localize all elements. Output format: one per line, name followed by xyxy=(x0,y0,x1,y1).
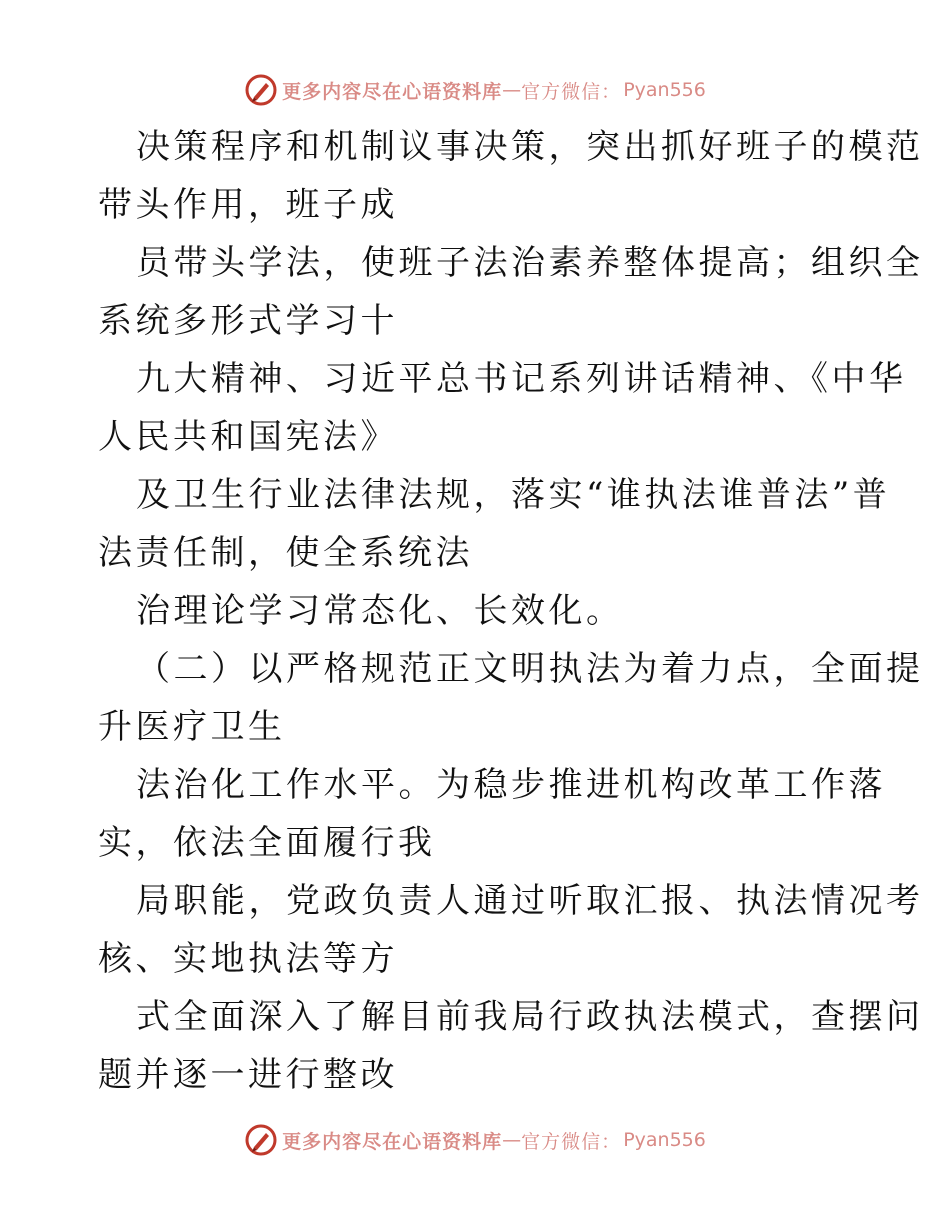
text-line: 实，依法全面履行我 xyxy=(98,823,436,863)
pen-logo-icon xyxy=(244,1123,278,1157)
text-line: 治理论学习常态化、长效化。 xyxy=(136,591,624,631)
watermark-brand: 更多内容尽在心语资料库 xyxy=(282,80,503,103)
text-line: （二）以严格规范正文明执法为着力点，全面提 xyxy=(136,649,924,689)
text-line: 法治化工作水平。为稳步推进机构改革工作落 xyxy=(136,765,886,805)
text-line: 系统多形式学习十 xyxy=(98,301,398,341)
watermark-contact: 官方微信： xyxy=(521,80,622,103)
watermark-wechat-id: Pyan556 xyxy=(623,79,706,101)
text-line: 式全面深入了解目前我局行政执法模式，查摆问 xyxy=(136,997,924,1037)
text-line: 及卫生行业法律法规，落实“谁执法谁普法”普 xyxy=(136,475,891,515)
watermark-dash: — xyxy=(502,1129,522,1151)
text-line: 人民共和国宪法》 xyxy=(98,417,398,457)
footer-watermark xyxy=(0,1120,950,1160)
text-line: 九大精神、习近平总书记系列讲话精神、《中华 xyxy=(136,359,907,399)
watermark-wechat-id: Pyan556 xyxy=(623,1129,706,1151)
text-line: 题并逐一进行整改 xyxy=(98,1055,398,1095)
text-line: 核、实地执法等方 xyxy=(98,939,398,979)
text-line: 法责任制，使全系统法 xyxy=(98,533,473,573)
watermark-contact: 官方微信： xyxy=(521,1130,622,1153)
watermark-brand: 更多内容尽在心语资料库 xyxy=(282,1130,503,1153)
text-line: 升医疗卫生 xyxy=(98,707,286,747)
pen-logo-icon xyxy=(244,73,278,107)
text-line: 带头作用，班子成 xyxy=(98,185,398,225)
watermark-dash: — xyxy=(502,79,522,101)
text-line: 局职能，党政负责人通过听取汇报、执法情况考 xyxy=(136,881,924,921)
body-text xyxy=(98,118,924,1104)
text-line: 决策程序和机制议事决策，突出抓好班子的模范 xyxy=(136,127,924,167)
text-line: 员带头学法，使班子法治素养整体提高；组织全 xyxy=(136,243,924,283)
header-watermark xyxy=(0,70,950,110)
